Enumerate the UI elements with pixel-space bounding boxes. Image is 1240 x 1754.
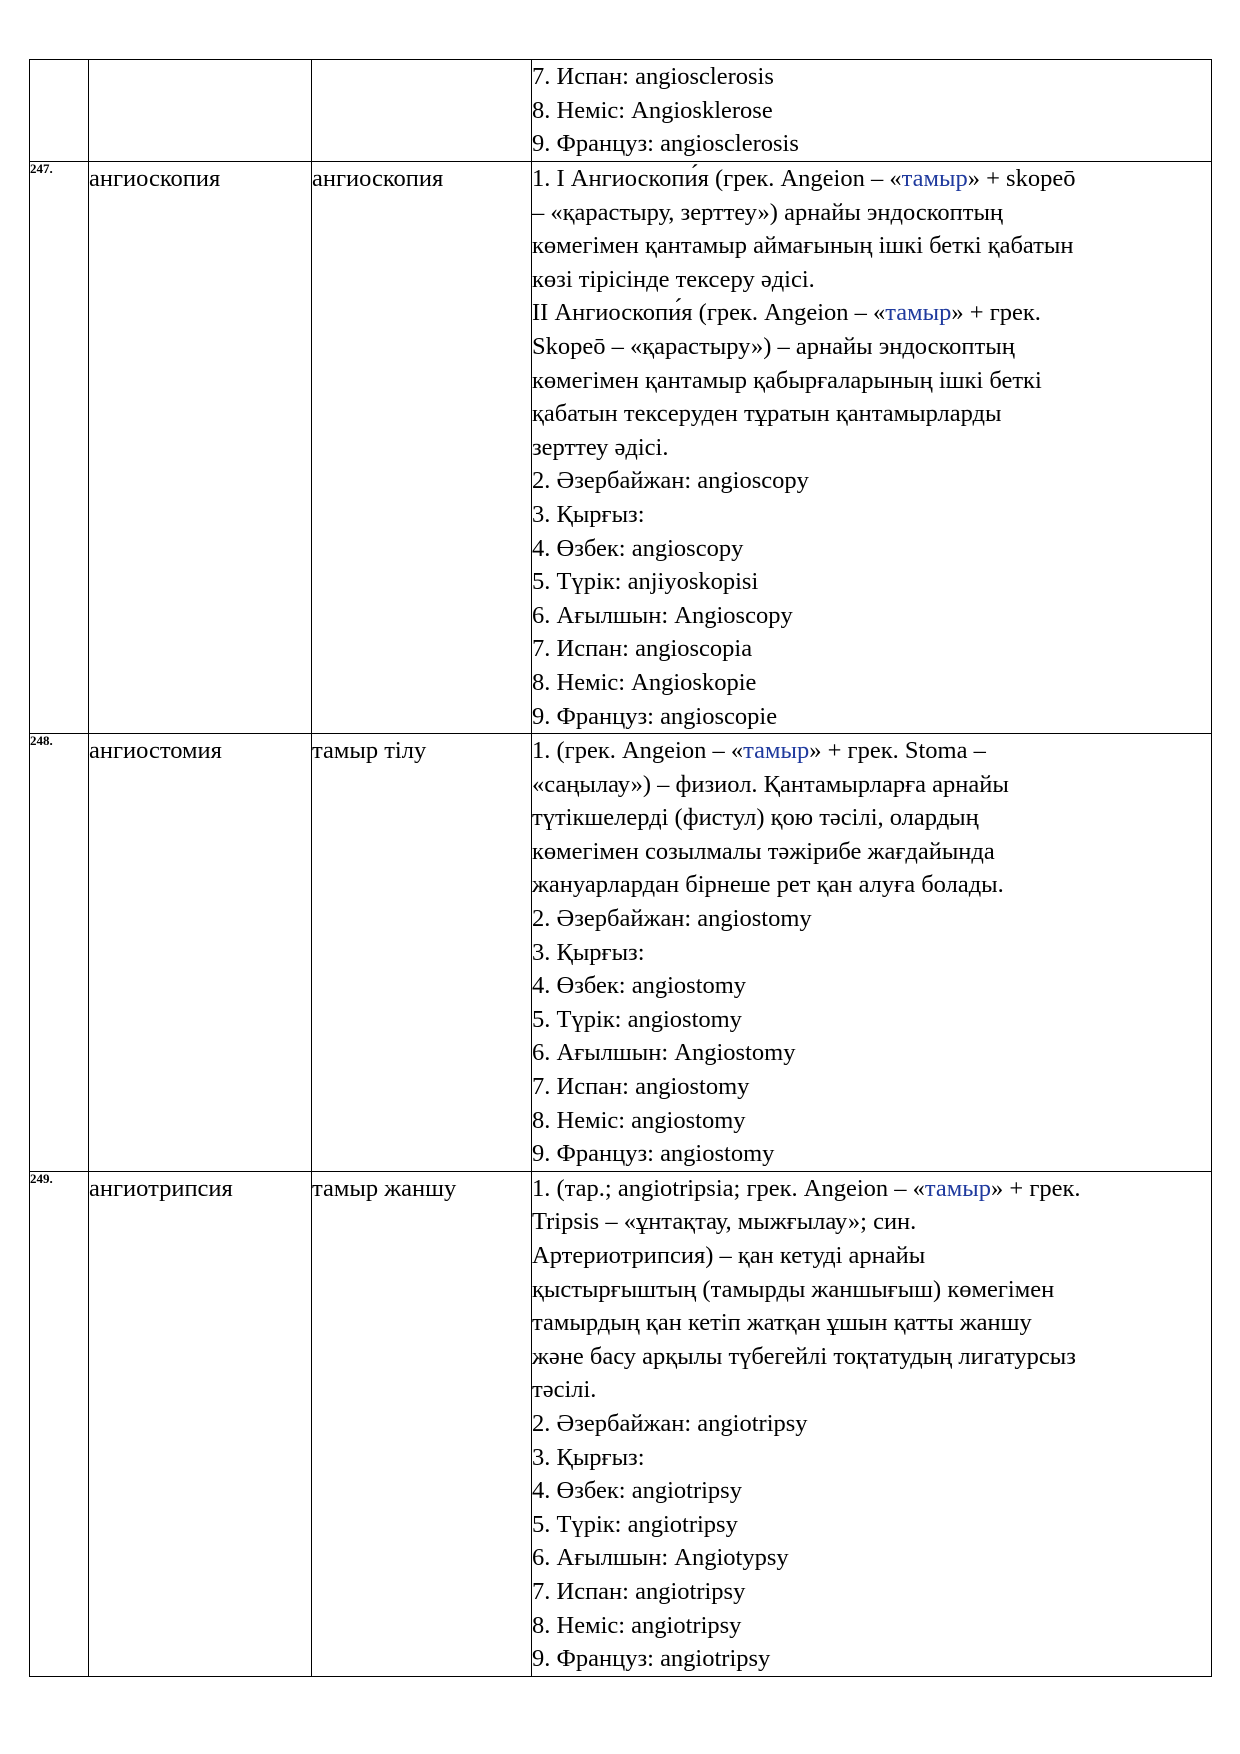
table-row xyxy=(30,734,1212,1172)
definition-text: 6. Ағылшын: Angioscopy xyxy=(532,601,793,629)
definition-text: тамырдың қан кетіп жатқан ұшын қатты жаншу xyxy=(532,1309,1032,1337)
definition-line xyxy=(532,768,1211,802)
definition-line xyxy=(532,1609,1211,1643)
term-link: тамыр xyxy=(901,165,968,192)
definition-line xyxy=(532,532,1211,566)
definition-line xyxy=(532,868,1211,902)
definition-text: түтікшелерді (фистул) қою тәсілі, олардың xyxy=(532,804,979,832)
term-russian: ангиоскопия xyxy=(89,162,312,734)
term-kazakh: ангиоскопия xyxy=(312,162,532,734)
entry-number: 248. xyxy=(30,734,89,1172)
definition-text: көмегімен қантамыр қабырғаларының ішкі беткі xyxy=(532,366,1042,394)
definition-line xyxy=(532,296,1211,330)
definition-text: зерттеу әдісі. xyxy=(532,433,669,461)
definition-text: 5. Түрік: angiotripsy xyxy=(532,1510,738,1538)
term-link: тамыр xyxy=(885,299,952,327)
definition-line xyxy=(532,162,1211,196)
definition-line xyxy=(532,1172,1211,1206)
definition-line xyxy=(532,60,1211,94)
definition-line xyxy=(532,1474,1211,1508)
definition-text: 9. Француз: angiosclerosis xyxy=(532,130,799,158)
definition-line xyxy=(532,936,1211,970)
definition-text: 1. I Ангиоскопи́я (грек. Angeion – « xyxy=(532,165,902,192)
definition-line xyxy=(532,330,1211,364)
definition-line xyxy=(532,1036,1211,1070)
table-row xyxy=(30,60,1212,162)
definition-text: » + грек. Stoma – xyxy=(809,737,986,765)
definition-line xyxy=(532,1137,1211,1171)
definition-text: 3. Қырғыз: xyxy=(532,500,645,528)
definition-text: 4. Өзбек: angiostomy xyxy=(532,972,747,1000)
definition-text: 6. Ағылшын: Angiotypsy xyxy=(532,1544,789,1572)
definition-line xyxy=(532,498,1211,532)
term-link: тамыр xyxy=(924,1174,992,1202)
definition-text: 9. Француз: angiostomy xyxy=(532,1140,775,1168)
definition-text: – «қарастыру, зерттеу») арнайы эндоскоптың xyxy=(532,198,1004,226)
definition-text: көмегімен созылмалы тәжірибе жағдайында xyxy=(532,837,995,865)
definition-text: 3. Қырғыз: xyxy=(532,938,645,966)
definition-line xyxy=(532,632,1211,666)
definition-line xyxy=(532,599,1211,633)
definition-line xyxy=(532,1003,1211,1037)
definition-line xyxy=(532,364,1211,398)
definition-line xyxy=(532,229,1211,263)
definition-line xyxy=(532,1273,1211,1307)
definition-line xyxy=(532,1070,1211,1104)
definition-line xyxy=(532,1104,1211,1138)
definition-text: 7. Испан: angiostomy xyxy=(532,1073,750,1101)
definition-text: II Ангиоскопи́я (грек. Angeion – « xyxy=(532,299,886,327)
dictionary-table xyxy=(29,59,1212,1677)
definition-text: 4. Өзбек: angioscopy xyxy=(532,534,744,562)
definition-text: 7. Испан: angiosclerosis xyxy=(532,63,774,90)
definition-cell xyxy=(532,60,1212,162)
definition-cell xyxy=(532,1171,1212,1676)
definition-text: 5. Түрік: anjiyoskopisi xyxy=(532,568,759,596)
dictionary-table-body xyxy=(30,60,1212,1677)
definition-line xyxy=(532,1407,1211,1441)
definition-text: көмегімен қантамыр аймағының ішкі беткі қабатын xyxy=(532,232,1074,260)
definition-line xyxy=(532,263,1211,297)
definition-text: жануарлардан бірнеше рет қан алуға болады. xyxy=(532,871,1004,899)
definition-line xyxy=(532,94,1211,128)
definition-text: тәсілі. xyxy=(532,1376,597,1404)
definition-line xyxy=(532,397,1211,431)
definition-line xyxy=(532,127,1211,161)
definition-line xyxy=(532,1205,1211,1239)
term-russian: ангиостомия xyxy=(89,734,312,1172)
definition-text: 8. Неміс: angiostomy xyxy=(532,1106,746,1134)
definition-text: 5. Түрік: angiostomy xyxy=(532,1005,742,1033)
definition-text: 1. (тар.; angiotripsia; грек. Angeion – « xyxy=(532,1174,925,1202)
entry-number xyxy=(30,60,89,162)
term-russian xyxy=(89,60,312,162)
definition-text: » + грек. xyxy=(951,299,1041,327)
definition-text: Skopeō – «қарастыру») – арнайы эндоскоптың xyxy=(532,332,1015,360)
definition-text: 7. Испан: angioscopia xyxy=(532,635,753,663)
definition-line xyxy=(532,700,1211,734)
definition-line xyxy=(532,1340,1211,1374)
definition-text: қыстырғыштың (тамырды жаншығыш) көмегімен xyxy=(532,1275,1055,1303)
definition-line xyxy=(532,734,1211,768)
definition-line xyxy=(532,431,1211,465)
definition-line xyxy=(532,1306,1211,1340)
definition-line xyxy=(532,1642,1211,1676)
definition-text: қабатын тексеруден тұратын қантамырларды xyxy=(532,400,1002,428)
definition-line xyxy=(532,1575,1211,1609)
definition-line xyxy=(532,969,1211,1003)
definition-line xyxy=(532,565,1211,599)
definition-text: Tripsis – «ұнтақтау, мыжғылау»; син. xyxy=(532,1208,917,1236)
definition-text: «саңылау») – физиол. Қантамырларға арнайы xyxy=(532,770,1009,798)
definition-text: көзі тірісінде тексеру әдісі. xyxy=(532,265,815,293)
definition-text: және басу арқылы түбегейлі тоқтатудың лигатурсыз xyxy=(532,1342,1076,1370)
definition-line xyxy=(532,464,1211,498)
definition-text: 8. Неміс: Angiosklerose xyxy=(532,96,773,124)
definition-line xyxy=(532,1373,1211,1407)
definition-cell xyxy=(532,734,1212,1172)
definition-text: 2. Әзербайжан: angioscopy xyxy=(532,467,809,495)
definition-line xyxy=(532,1541,1211,1575)
entry-number: 249. xyxy=(30,1171,89,1676)
definition-line xyxy=(532,1441,1211,1475)
table-row xyxy=(30,162,1212,734)
definition-text: » + грек. xyxy=(991,1174,1081,1202)
term-kazakh: тамыр тілу xyxy=(312,734,532,1172)
term-kazakh: тамыр жаншу xyxy=(312,1171,532,1676)
definition-text: 9. Француз: angioscopie xyxy=(532,702,778,730)
definition-line xyxy=(532,666,1211,700)
definition-text: 6. Ағылшын: Angiostomy xyxy=(532,1039,796,1067)
definition-cell xyxy=(532,162,1212,734)
definition-text: 8. Неміс: angiotripsy xyxy=(532,1611,742,1639)
definition-line xyxy=(532,1508,1211,1542)
entry-number: 247. xyxy=(30,162,89,734)
definition-line xyxy=(532,801,1211,835)
definition-text: » + skopeō xyxy=(967,165,1076,192)
definition-text: 9. Француз: angiotripsy xyxy=(532,1645,771,1673)
definition-line xyxy=(532,1239,1211,1273)
definition-text: Артериотрипсия) – қан кетуді арнайы xyxy=(532,1242,926,1269)
definition-text: 1. (грек. Angeion – « xyxy=(532,737,744,765)
definition-text: 7. Испан: angiotripsy xyxy=(532,1577,746,1605)
definition-line xyxy=(532,196,1211,230)
definition-text: 2. Әзербайжан: angiostomy xyxy=(532,905,812,933)
term-link: тамыр xyxy=(743,737,810,765)
table-row xyxy=(30,1171,1212,1676)
term-russian: ангиотрипсия xyxy=(89,1171,312,1676)
definition-line xyxy=(532,835,1211,869)
definition-text: 4. Өзбек: angiotripsy xyxy=(532,1477,742,1505)
definition-text: 3. Қырғыз: xyxy=(532,1443,645,1471)
definition-line xyxy=(532,902,1211,936)
definition-text: 8. Неміс: Angioskopie xyxy=(532,668,757,696)
term-kazakh xyxy=(312,60,532,162)
definition-text: 2. Әзербайжан: angiotripsy xyxy=(532,1409,808,1437)
